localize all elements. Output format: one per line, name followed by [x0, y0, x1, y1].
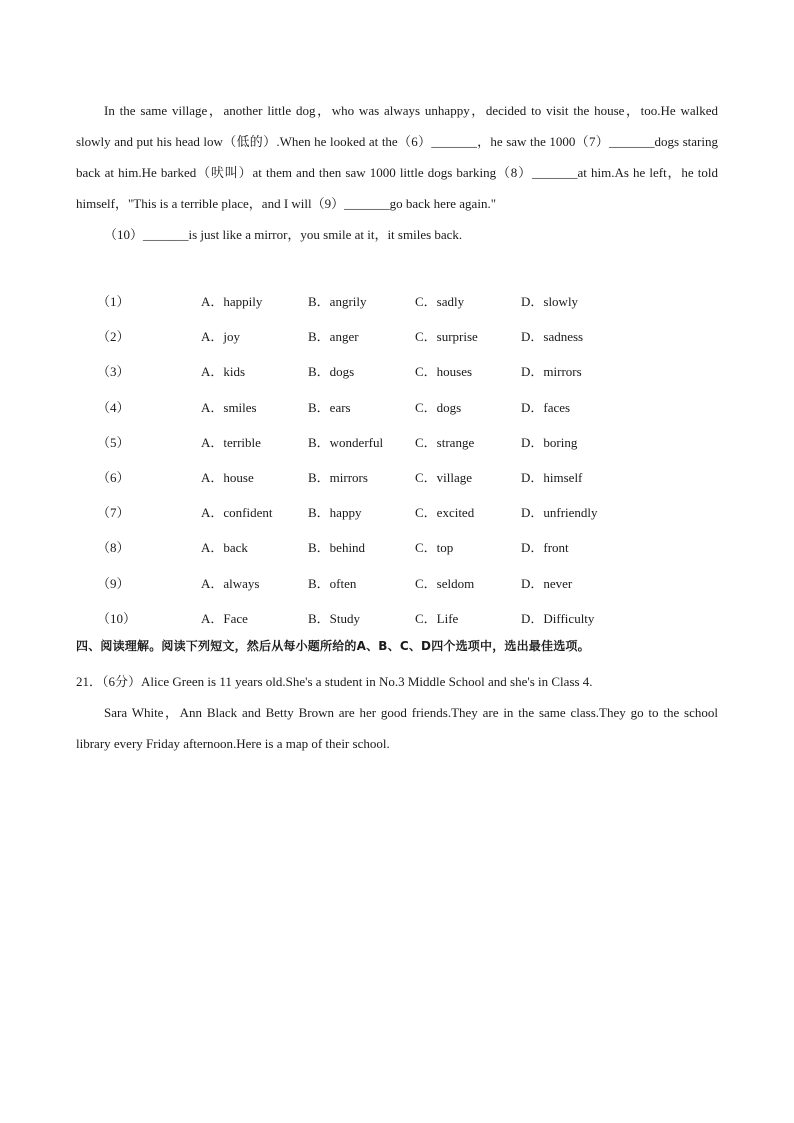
option-a: A．Face [201, 610, 248, 626]
option-b: B．angrily [308, 294, 367, 310]
question-number: （2） [97, 329, 130, 345]
option-c: C．surprise [415, 329, 478, 345]
option-a: A．house [201, 470, 254, 486]
question-number: （7） [97, 505, 130, 521]
option-d: D．himself [521, 470, 583, 486]
option-a: A．kids [201, 364, 246, 380]
option-c: C．top [415, 540, 454, 556]
question-number: （8） [97, 540, 130, 556]
option-row-6 [97, 459, 697, 494]
option-a: A．back [201, 540, 248, 556]
passage-paragraph-2: （10）_______is just like a mirror，you smile at it，it smiles back. [104, 227, 463, 242]
question-21-paragraph: Sara White，Ann Black and Betty Brown are her good friends.They are in the same class.They go to the school library every Friday afternoon.Here is a map of their school. [76, 705, 718, 751]
option-b: B．dogs [308, 364, 355, 380]
question-number: （1） [97, 294, 130, 310]
option-a: A．terrible [201, 434, 261, 450]
question-number: （9） [97, 575, 130, 591]
option-d: D．faces [521, 399, 571, 415]
question-number: （10） [97, 610, 137, 626]
option-d: D．Difficulty [521, 610, 595, 626]
option-c: C．strange [415, 434, 475, 450]
option-row-4 [97, 389, 697, 424]
option-d: D．mirrors [521, 364, 582, 380]
option-c: C．sadly [415, 294, 465, 310]
option-b: B．anger [308, 329, 359, 345]
option-a: A．always [201, 575, 260, 591]
question-number: （4） [97, 399, 130, 415]
option-row-1 [97, 283, 697, 318]
option-a: A．joy [201, 329, 241, 345]
option-row-5 [97, 424, 697, 459]
option-b: B．behind [308, 540, 366, 556]
option-row-2 [97, 318, 697, 353]
option-b: B．Study [308, 610, 361, 626]
passage-paragraph-1: In the same village，another little dog，who was always unhappy，decided to visit the house，too.He walked slowly and put his head low（低的）.When he looked at the（6）_______，he saw the 1000（7）_______dogs staring back at him.He barked（吠叫）at them and then saw 1000 little dogs barking（8）_______at him.As he left，he told himself，"This is a terrible place，and I will（9）_______go back here again." [76, 103, 718, 211]
option-a: A．confident [201, 505, 273, 521]
option-c: C．village [415, 470, 473, 486]
option-b: B．often [308, 575, 357, 591]
question-number: （3） [97, 364, 130, 380]
option-c: C．seldom [415, 575, 475, 591]
option-row-3 [97, 353, 697, 388]
question-number: （5） [97, 434, 130, 450]
question-21-intro: 21．（6分）Alice Green is 11 years old.She's a student in No.3 Middle School and she's in Class 4. [76, 674, 593, 689]
option-c: C．Life [415, 610, 459, 626]
option-d: D．slowly [521, 294, 579, 310]
options-table [97, 283, 697, 635]
option-row-10 [97, 600, 697, 635]
option-row-8 [97, 529, 697, 564]
option-c: C．dogs [415, 399, 462, 415]
option-d: D．unfriendly [521, 505, 598, 521]
option-a: A．happily [201, 294, 263, 310]
section-title: 四、阅读理解。阅读下列短文，然后从每小题所给的A、B、C、D四个选项中，选出最佳选项。 [76, 639, 590, 653]
option-c: C．excited [415, 505, 475, 521]
option-d: D．front [521, 540, 569, 556]
option-d: D．sadness [521, 329, 584, 345]
option-row-7 [97, 494, 697, 529]
option-b: B．ears [308, 399, 351, 415]
question-number: （6） [97, 470, 130, 486]
option-d: D．never [521, 575, 573, 591]
option-b: B．wonderful [308, 434, 384, 450]
option-row-9 [97, 565, 697, 600]
option-c: C．houses [415, 364, 473, 380]
option-d: D．boring [521, 434, 578, 450]
option-b: B．happy [308, 505, 362, 521]
option-a: A．smiles [201, 399, 257, 415]
option-b: B．mirrors [308, 470, 368, 486]
